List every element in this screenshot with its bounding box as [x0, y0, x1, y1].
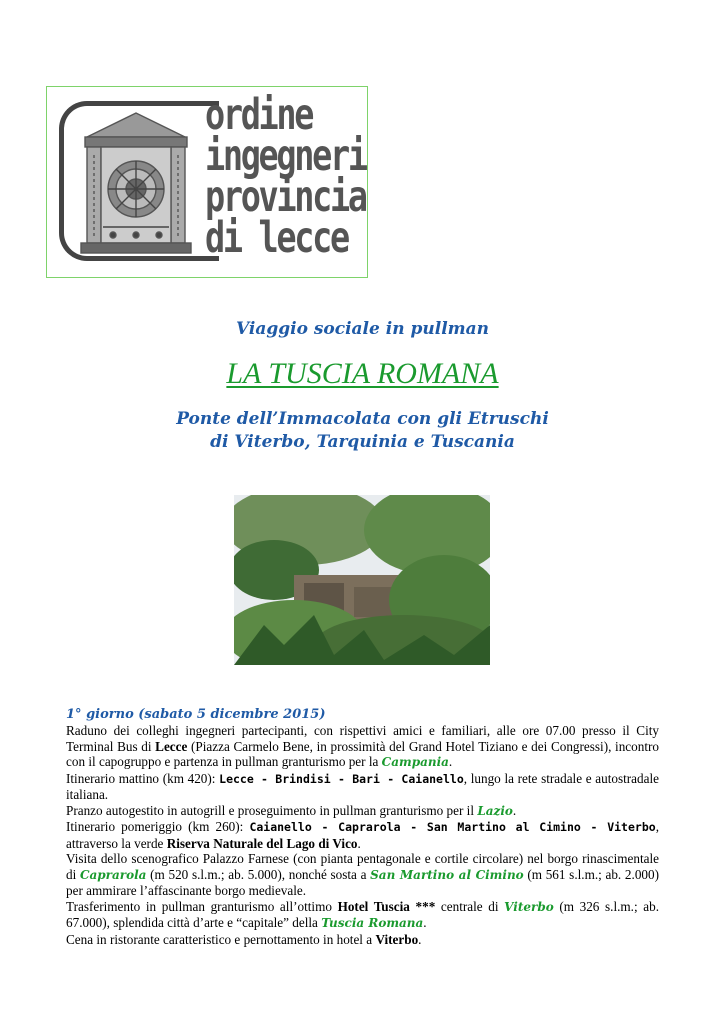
- place-caprarola: Caprarola: [79, 867, 147, 882]
- route-morning: Lecce - Brindisi - Bari - Caianello: [219, 771, 464, 786]
- page-title: LA TUSCIA ROMANA: [226, 357, 499, 390]
- text: (m 326 s.l.m.; ab. 67.000), splendida città d’arte e “capitale” della: [66, 898, 659, 930]
- day-1-itinerary: [66, 723, 659, 947]
- ruins-photo: [234, 495, 490, 665]
- logo-line-1: ordine: [205, 90, 313, 140]
- place-lazio: Lazio: [477, 803, 513, 818]
- text: , attraverso la verde: [66, 819, 659, 851]
- paragraph-meeting: [66, 723, 659, 771]
- paragraph-lunch: [66, 803, 659, 820]
- baroque-gate-emblem: [77, 107, 195, 255]
- logo-line-3: provincia: [205, 172, 366, 222]
- text: (m 520 s.l.m.; ab. 5.000), nonché sosta a: [146, 866, 371, 882]
- paragraph-dinner: [66, 932, 659, 948]
- route-afternoon: Caianello - Caprarola - San Martino al Cimino - Viterbo: [249, 820, 656, 834]
- text: (Piazza Carmelo Bene, in prossimità del Grand Hotel Tiziano e dei Congressi), incontro con il capogruppo e partenza in pullman granturismo per la: [66, 738, 659, 769]
- text: , lungo la rete stradale e autostradale italiana.: [66, 770, 659, 802]
- logo-wordmark: [205, 90, 366, 263]
- text: Itinerario pomeriggio (km 260):: [66, 819, 250, 834]
- trip-tagline: [0, 408, 725, 454]
- text: Itinerario mattino (km 420):: [66, 770, 220, 786]
- place-viterbo: Viterbo: [504, 899, 554, 914]
- text: Visita dello scenografico Palazzo Farnese (con pianta pentagonale e cortile circolare) nel borgo rinascimentale di: [66, 851, 659, 882]
- text: .: [357, 835, 361, 851]
- tagline-line-1: Ponte dell’Immacolata con gli Etruschi: [176, 409, 549, 429]
- place-lecce: Lecce: [155, 738, 188, 754]
- text: Trasferimento in pullman granturismo all’ottimo: [66, 898, 338, 914]
- text: Pranzo autogestito in autogrill e proseguimento in pullman granturismo per il: [66, 802, 478, 818]
- day-1-heading: 1° giorno (sabato 5 dicembre 2015): [66, 707, 326, 722]
- text: (m 561 s.l.m.; ab. 2.000) per ammirare l’affascinante borgo medievale.: [66, 866, 659, 898]
- text: .: [448, 754, 453, 769]
- place-tuscia-romana: Tuscia Romana: [321, 916, 424, 930]
- hotel-name: Hotel Tuscia ***: [337, 898, 436, 914]
- logo-box: [46, 86, 368, 278]
- logo-line-4: di lecce: [205, 213, 348, 263]
- text: Cena in ristorante caratteristico e pernottamento in hotel a: [66, 931, 376, 947]
- trip-subtitle: Viaggio sociale in pullman: [235, 319, 490, 339]
- tagline-line-2: di Viterbo, Tarquinia e Tuscania: [210, 432, 515, 452]
- place-campania: Campania: [381, 755, 449, 769]
- paragraph-afternoon-route: [66, 819, 659, 851]
- place-riserva-lago-di-vico: Riserva Naturale del Lago di Vico: [166, 835, 358, 851]
- place-viterbo-bold: Viterbo: [375, 931, 419, 947]
- paragraph-morning-route: [66, 771, 659, 803]
- paragraph-transfer: [66, 899, 659, 932]
- text: centrale di: [435, 898, 505, 914]
- place-san-martino-al-cimino: San Martino al Cimino: [370, 867, 524, 882]
- text: .: [423, 915, 427, 930]
- text: .: [418, 931, 422, 947]
- text: Raduno dei colleghi ingegneri partecipanti, con rispettivi amici e familiari, alle ore 07.00 presso il City Terminal Bus di: [66, 723, 659, 754]
- logo-line-2: ingegneri: [205, 131, 366, 181]
- text: .: [512, 802, 517, 818]
- paragraph-visit: [66, 851, 659, 899]
